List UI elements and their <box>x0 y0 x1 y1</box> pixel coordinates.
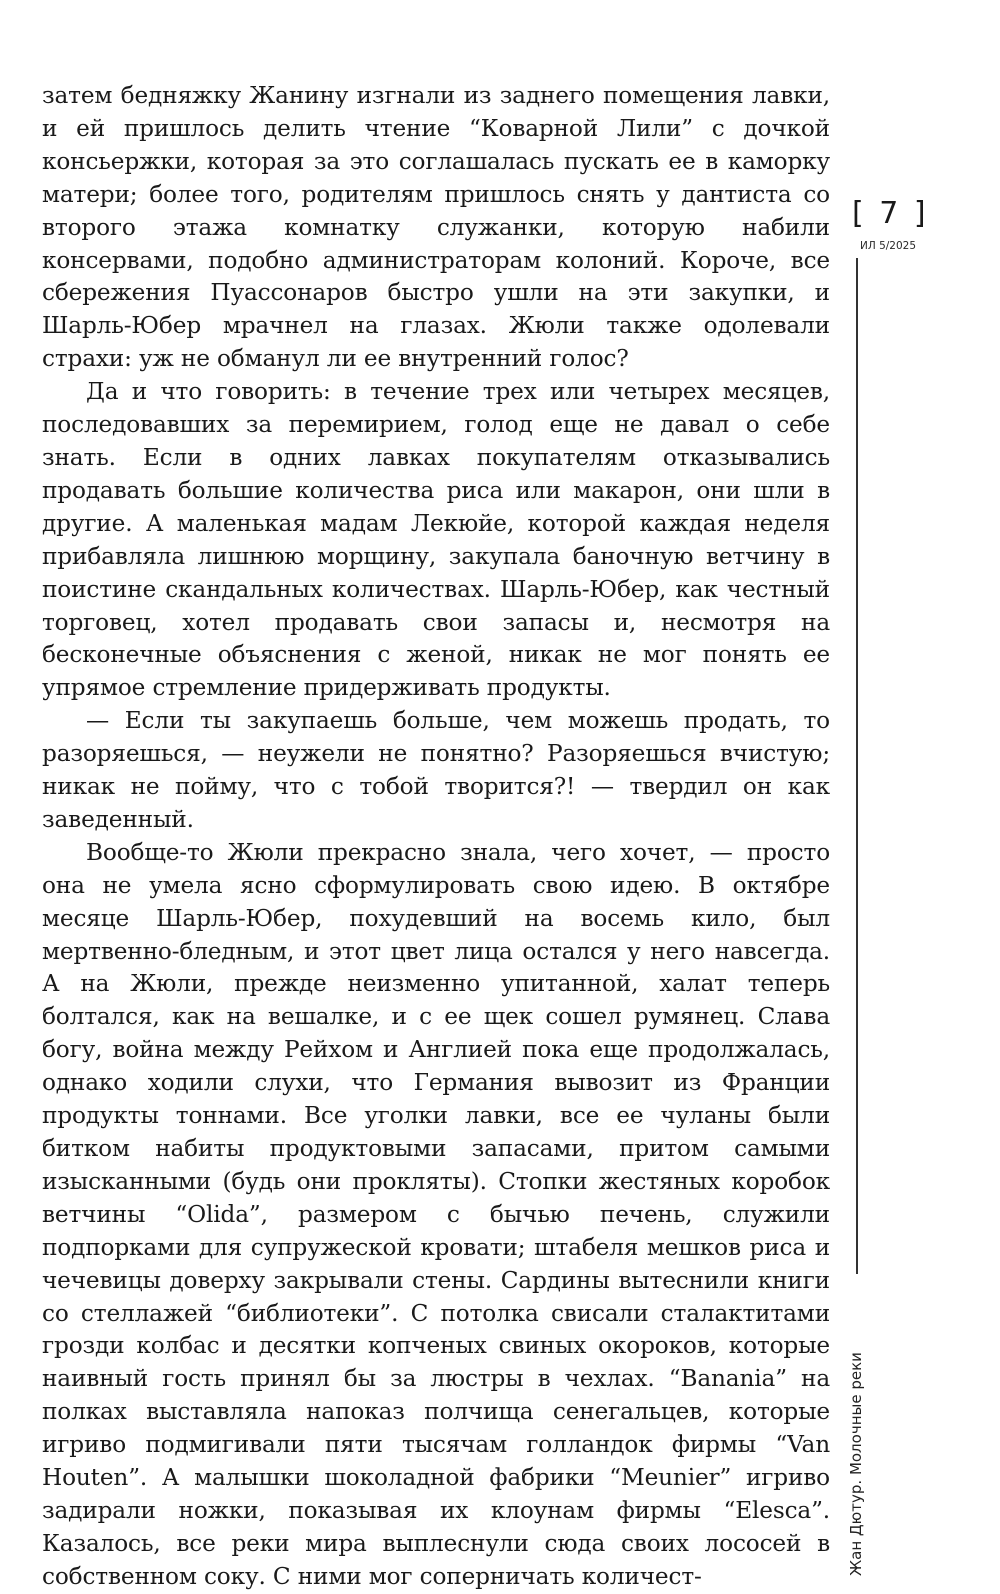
issue-label: ИЛ 5/2025 <box>860 240 917 252</box>
margin-vertical-rule <box>856 258 858 1274</box>
paragraph-stockpile: Вообще-то Жюли прекрасно знала, чего хочет, — просто она не умела ясно сформулировать свою идею. В октябре месяце Шарль-Юбер, похудевший на восемь кило, был мертвенно-бледным, и этот цвет лица остался у него навсегда. А на Жюли, прежде неизменно упитанной, халат теперь болтался, как на вешалке, и с ее щек сошел румянец. Слава богу, война между Рейхом и Англией пока еще продолжалась, однако ходили слухи, что Германия вывозит из Франции продукты тоннами. Все уголки лавки, все ее чуланы были битком набиты продуктовыми запасами, притом самыми изысканными (будь они прокляты). Стопки жестяных коробок ветчины “Olida”, размером с бычью печень, служили подпорками для супружеской кровати; штабеля мешков риса и чечевицы доверху закрывали стены. Сардины вытеснили книги со стеллажей “библиотеки”. С потолка свисали сталактитами грозди колбас и десятки копченых свиных окороков, которые наивный гость принял бы за люстры в чехлах. “Banania” на полках выставляла напоказ полчища сенегальцев, которые игриво подмигивали пяти тысячам голландок фирмы “Van Houten”. А малышки шоколадной фабрики “Meunier” игриво задирали ножки, показывая их клоунам фирмы “Elesca”. Казалось, все реки мира выплеснули сюда своих лососей в собственном соку. С ними мог соперничать количест- <box>42 838 830 1590</box>
running-title: Жан Дютур. Молочные реки <box>847 1352 865 1576</box>
main-text-column <box>42 80 830 1594</box>
paragraph-famine: Да и что говорить: в течение трех или четырех месяцев, последовавших за перемирием, голод еще не давал о себе знать. Если в одних лавках покупателям отказывались продавать большие количества риса или макарон, они шли в другие. А маленькая мадам Лекюйе, которой каждая неделя прибавляла лишнюю морщину, закупала баночную ветчину в поистине скандальных количествах. Шарль-Юбер, как честный торговец, хотел продавать свои запасы и, несмотря на бесконечные объяснения с женой, никак не мог понять ее упрямое стремление придерживать продукты. <box>42 378 830 702</box>
page-number: [ 7 ] <box>852 196 929 231</box>
paragraph-dialogue: — Если ты закупаешь больше, чем можешь продать, то разоряешься, — неужели не понятно? Разоряешься вчистую; никак не пойму, что с тобой творится?! — твердил он как заведенный. <box>42 707 830 833</box>
paragraph-continuation: затем бедняжку Жанину изгнали из заднего помещения лавки, и ей пришлось делить чтение “Коварной Лили” с дочкой консьержки, которая за это соглашалась пускать ее в каморку матери; более того, родителям пришлось снять у дантиста со второго этажа комнатку служанки, которую набили консервами, подобно администраторам колоний. Короче, все сбережения Пуассонаров быстро ушли на эти закупки, и Шарль-Юбер мрачнел на глазах. Жюли также одолевали страхи: уж не обманул ли ее внутренний голос? <box>42 82 830 373</box>
